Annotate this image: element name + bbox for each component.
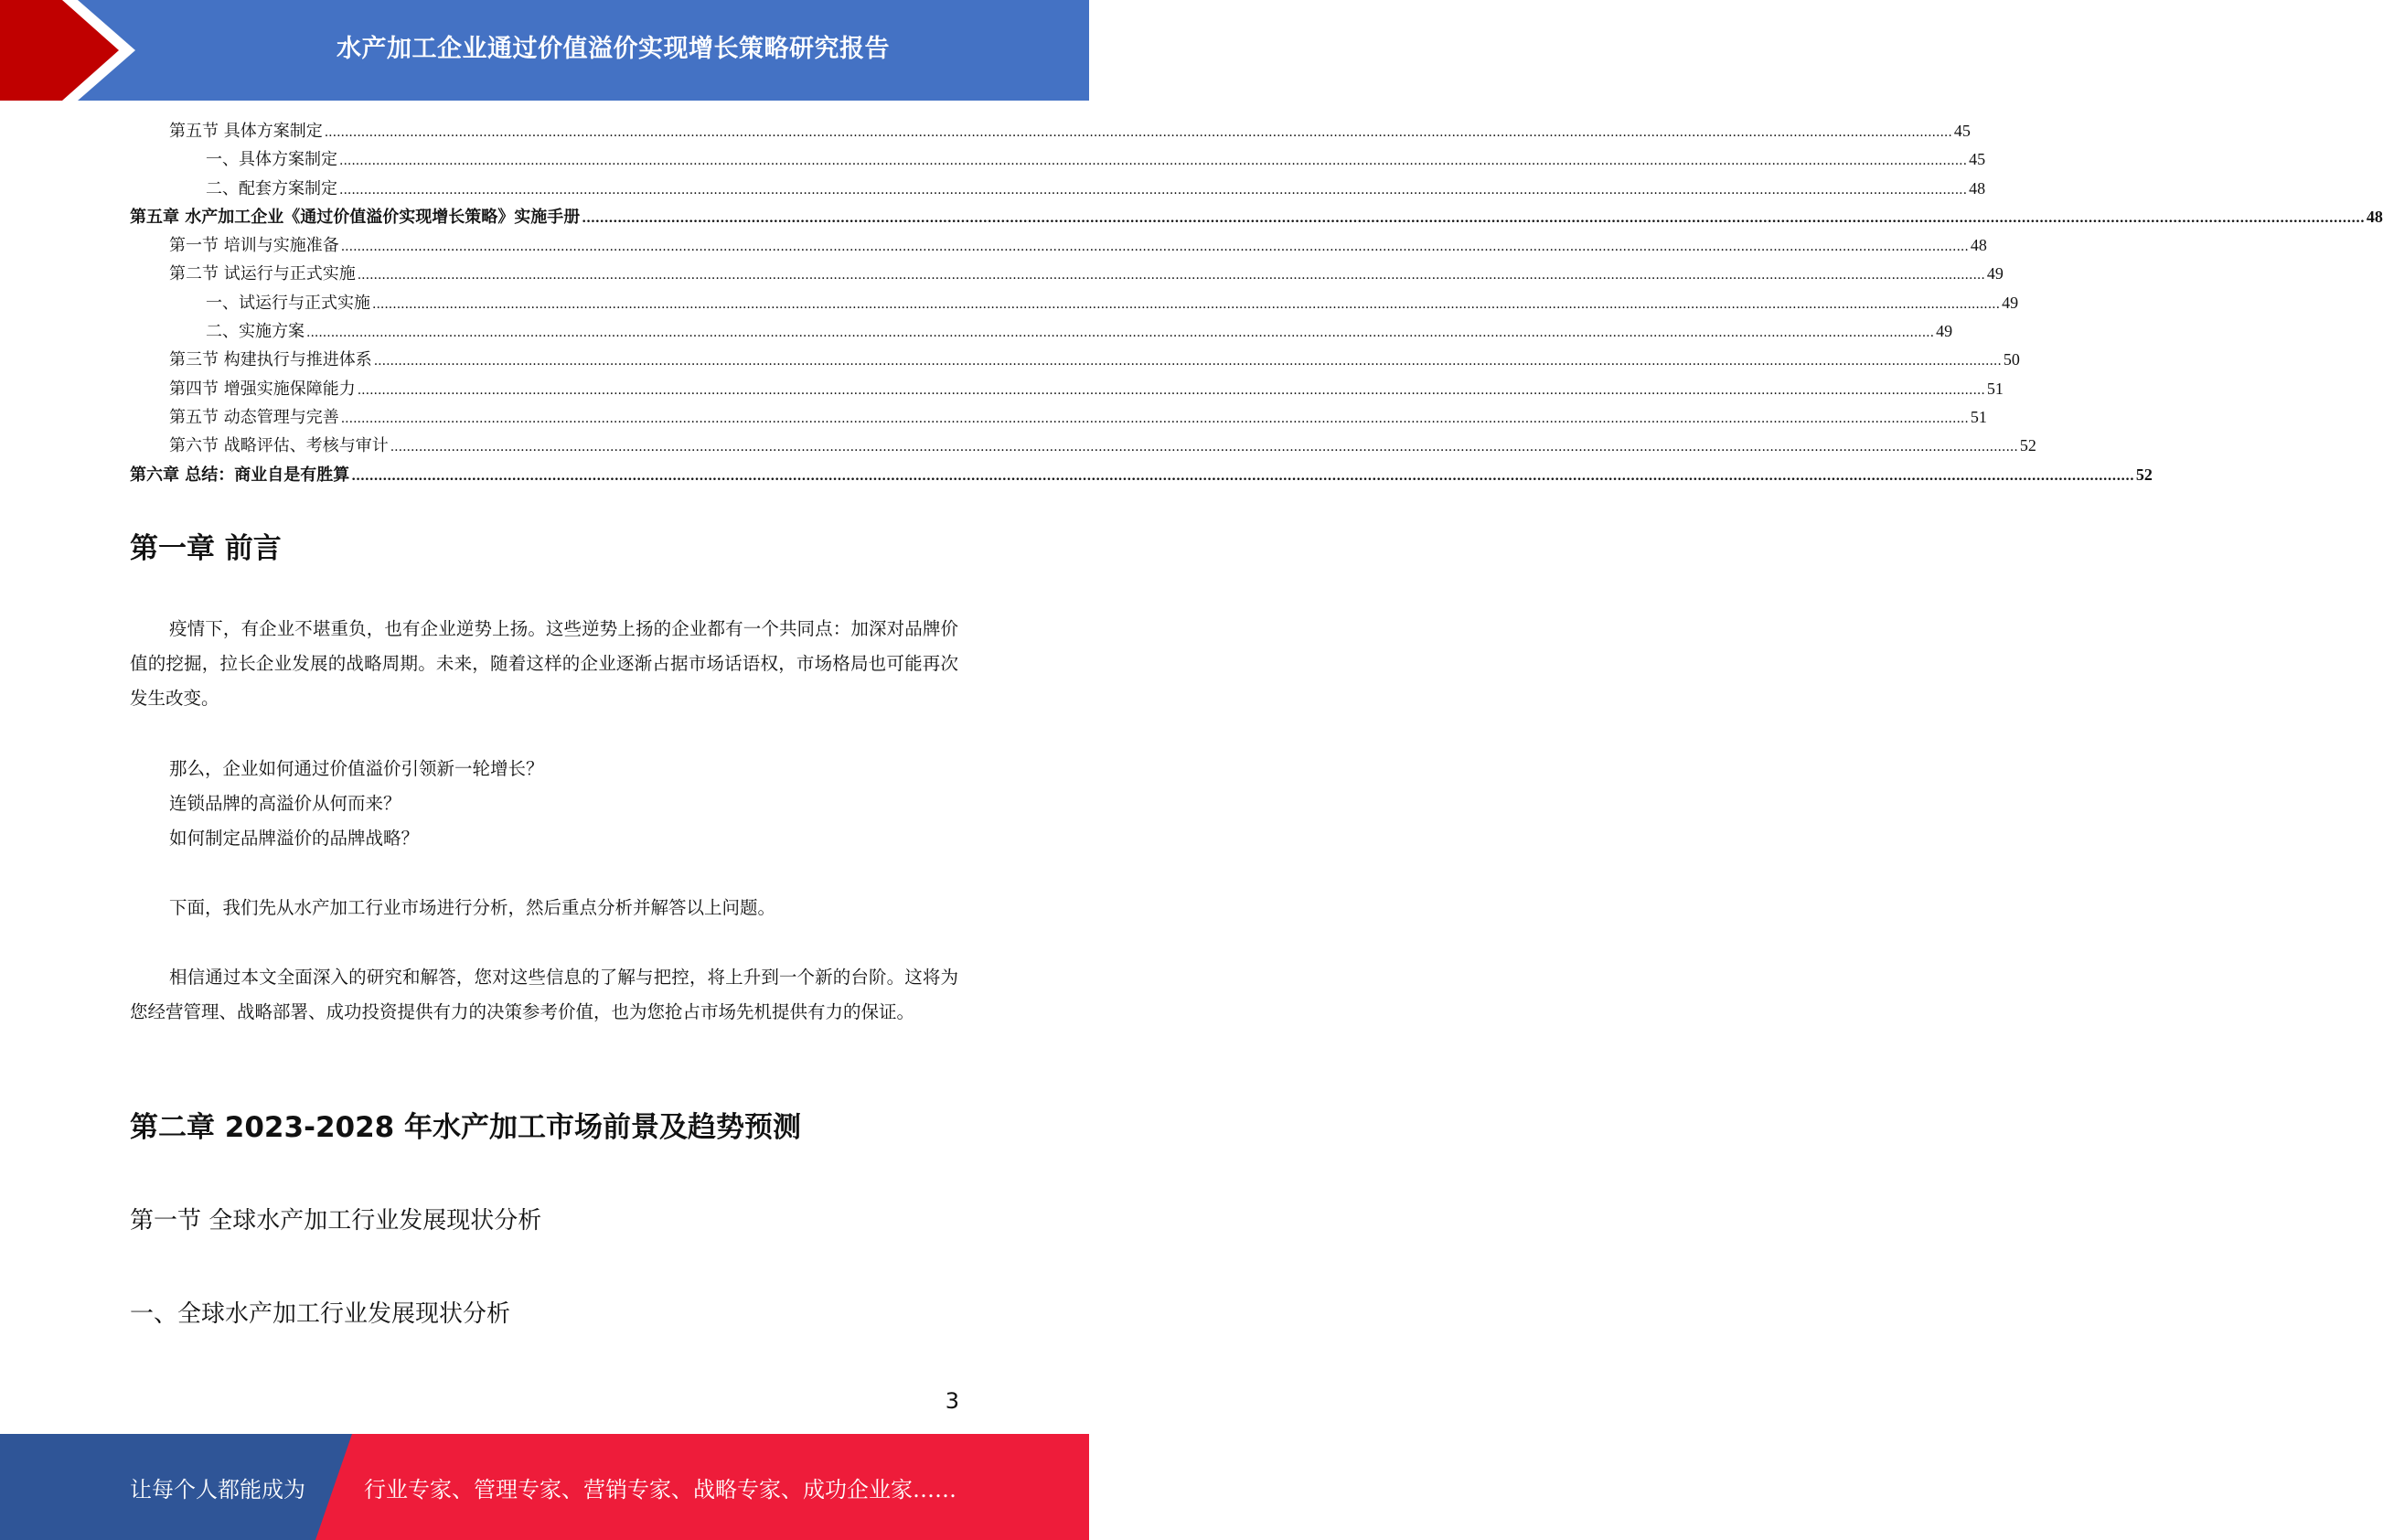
page-footer [0, 1434, 1089, 1540]
chapter-1-title: 第一章 前言 [130, 532, 282, 565]
document-title: 水产加工企业通过价值溢价实现增长策略研究报告 [337, 34, 890, 63]
toc-dot-leader: ................................................................................................................................................................................................................................................................................................................................................................................................................ [357, 268, 1985, 283]
toc-entry-label: 二、实施方案 [206, 322, 305, 342]
chapter-1-paragraph-3: 相信通过本文全面深入的研究和解答，您对这些信息的了解与把控，将上升到一个新的台阶。这将为您经营管理、战略部署、成功投资提供有力的决策参考价值，也为您抢占市场先机提供有力的保证。 [130, 967, 958, 1022]
toc-dot-leader: ................................................................................................................................................................................................................................................................................................................................................................................................................ [357, 382, 1985, 398]
toc-entry[interactable] [130, 231, 1987, 260]
toc-dot-leader: ................................................................................................................................................................................................................................................................................................................................................................................................................ [390, 440, 2018, 455]
toc-dot-leader: ................................................................................................................................................................................................................................................................................................................................................................................................................ [339, 154, 1968, 169]
toc-entry-label: 第三节 构建执行与推进体系 [169, 350, 372, 370]
toc-dot-leader: ................................................................................................................................................................................................................................................................................................................................................................................................................ [306, 326, 1935, 341]
toc-entry[interactable] [130, 145, 1986, 174]
toc-dot-leader: ................................................................................................................................................................................................................................................................................................................................................................................................................ [340, 240, 1969, 255]
page-header [0, 0, 1089, 101]
toc-dot-leader: ................................................................................................................................................................................................................................................................................................................................................................................................................ [339, 182, 1968, 198]
table-of-contents [130, 117, 2383, 489]
toc-entry-page: 49 [1936, 322, 1953, 341]
toc-entry[interactable] [130, 117, 1971, 145]
toc-entry-label: 一、试运行与正式实施 [206, 293, 370, 313]
toc-entry-page: 51 [1986, 379, 2004, 398]
toc-entry-label: 二、配套方案制定 [206, 178, 337, 198]
toc-entry-page: 49 [2002, 293, 2019, 312]
toc-dot-leader: ................................................................................................................................................................................................................................................................................................................................................................................................................ [351, 468, 2134, 484]
header-arrow-decoration [0, 0, 146, 101]
toc-entry-label: 第五节 具体方案制定 [169, 122, 323, 141]
toc-entry-page: 52 [2135, 465, 2153, 484]
toc-entry[interactable] [130, 375, 2004, 403]
toc-entry-page: 48 [2366, 207, 2383, 226]
chapter-2-section-1-title: 第一节 全球水产加工行业发展现状分析 [130, 1207, 542, 1235]
toc-entry-page: 48 [1970, 236, 1987, 255]
toc-entry-page: 45 [1953, 122, 1971, 140]
question-1: 那么，企业如何通过价值溢价引领新一轮增长？ [169, 758, 544, 779]
toc-entry[interactable] [130, 175, 1986, 203]
toc-entry-label: 第六节 战略评估、考核与审计 [169, 436, 389, 456]
chapter-2-subsection-1-title: 一、全球水产加工行业发展现状分析 [130, 1300, 511, 1328]
toc-entry-page: 48 [1969, 178, 1986, 198]
toc-entry[interactable] [130, 203, 2383, 231]
toc-entry-label: 第一节 培训与实施准备 [169, 236, 339, 256]
chapter-1-paragraph-1: 疫情下，有企业不堪重负，也有企业逆势上扬。这些逆势上扬的企业都有一个共同点：加深对品牌价值的挖掘，拉长企业发展的战略周期。未来，随着这样的企业逐渐占据市场话语权，市场格局也可能再次发生改变。 [130, 618, 958, 709]
question-2: 连锁品牌的高溢价从何而来？ [169, 793, 401, 814]
toc-entry-label: 一、具体方案制定 [206, 150, 337, 170]
footer-slogan-left: 让每个人都能成为 [130, 1476, 305, 1503]
toc-entry-label: 第四节 增强实施保障能力 [169, 379, 356, 399]
toc-entry-page: 49 [1986, 264, 2004, 283]
chapter-1-paragraph-2: 下面，我们先从水产加工行业市场进行分析，然后重点分析并解答以上问题。 [169, 897, 776, 918]
toc-entry-page: 50 [2003, 350, 2020, 369]
toc-entry[interactable] [130, 289, 2019, 317]
toc-dot-leader: ................................................................................................................................................................................................................................................................................................................................................................................................................ [340, 411, 1969, 426]
toc-entry[interactable] [130, 432, 2036, 460]
chapter-2-title: 第二章 2023-2028 年水产加工市场前景及趋势预测 [130, 1111, 802, 1144]
toc-entry[interactable] [130, 461, 2153, 489]
toc-dot-leader: ................................................................................................................................................................................................................................................................................................................................................................................................................ [372, 296, 2001, 312]
toc-dot-leader: ................................................................................................................................................................................................................................................................................................................................................................................................................ [582, 210, 2365, 226]
toc-entry-page: 45 [1969, 150, 1986, 169]
toc-entry[interactable] [130, 317, 1953, 346]
toc-dot-leader: ................................................................................................................................................................................................................................................................................................................................................................................................................ [373, 354, 2002, 369]
toc-entry[interactable] [130, 346, 2020, 374]
toc-entry-label: 第五章 水产加工企业《通过价值溢价实现增长策略》实施手册 [130, 207, 581, 227]
toc-entry-label: 第五节 动态管理与完善 [169, 407, 339, 427]
toc-dot-leader: ................................................................................................................................................................................................................................................................................................................................................................................................................ [324, 125, 1952, 140]
question-3: 如何制定品牌溢价的品牌战略？ [169, 828, 420, 849]
toc-entry-label: 第二节 试运行与正式实施 [169, 264, 356, 284]
toc-entry[interactable] [130, 403, 1987, 432]
footer-slogan-right: 行业专家、管理专家、营销专家、战略专家、成功企业家…… [364, 1476, 956, 1503]
toc-entry[interactable] [130, 260, 2004, 288]
toc-entry-page: 51 [1970, 407, 1987, 426]
toc-entry-label: 第六章 总结：商业自是有胜算 [130, 465, 350, 485]
toc-entry-page: 52 [2019, 436, 2036, 455]
page-number: 3 [945, 1388, 959, 1414]
